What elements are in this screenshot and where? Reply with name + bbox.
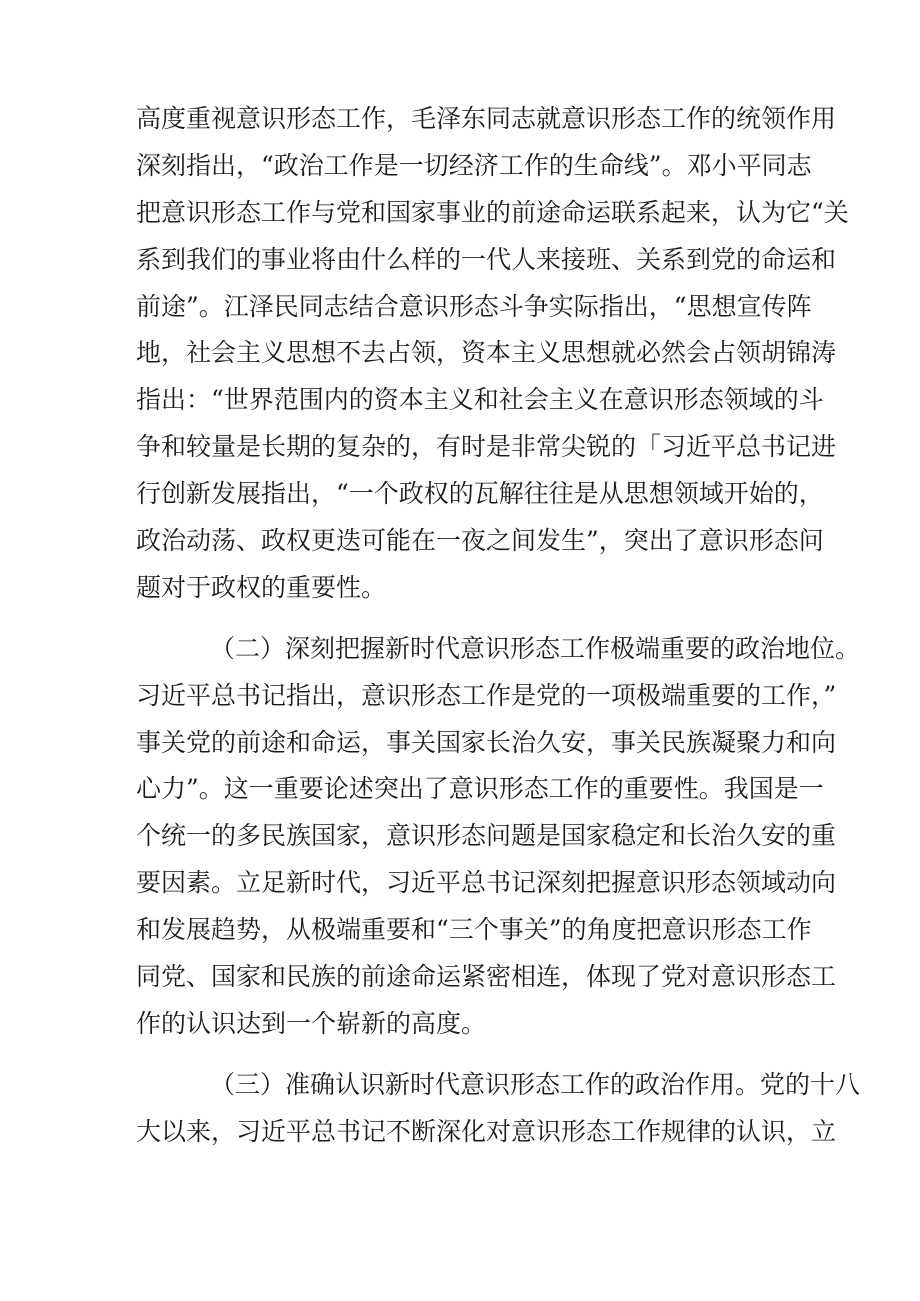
text-line: 争和较量是长期的复杂的，有时是非常尖锐的「习近平总书记进 [136,432,837,462]
paragraph-1 [136,96,849,612]
paragraph-gap [136,612,786,626]
text-line: 行创新发展指出，“一个政权的瓦解往往是从思想领域开始的， [136,479,824,509]
text-line: 作的认识达到一个崭新的高度。 [136,1008,487,1038]
text-line: 同党、国家和民族的前途命运紧密相连，体现了党对意识形态工 [136,962,837,992]
paragraph-2 [136,626,861,1048]
text-line: 个统一的多民族国家，意识形态问题是国家稳定和长治久安的重 [136,821,837,851]
text-line: 系到我们的事业将由什么样的一代人来接班、关系到党的命运和 [136,244,837,274]
text-line: 前途”。江泽民同志结合意识形态斗争实际指出，“思想宣传阵 [136,291,812,321]
text-line: 政治动荡、政权更迭可能在一夜之间发生”，突出了意识形态问 [136,526,824,556]
text-line: 高度重视意识形态工作，毛泽东同志就意识形态工作的统领作用 [136,104,837,133]
text-line: 深刻指出，“政治工作是一切经济工作的生命线”。邓小平同志 [136,150,812,180]
text-line: （二）深刻把握新时代意识形态工作极端重要的政治地位。 [210,633,861,663]
text-line: 心力”。这一重要论述突出了意识形态工作的重要性。我国是一 [136,774,824,804]
document-body [136,96,861,1156]
text-line: 题对于政权的重要性。 [136,572,387,602]
text-line: 事关党的前途和命运，事关国家长治久安，事关民族凝聚力和向 [136,727,837,757]
text-line: 地，社会主义思想不去占领，资本主义思想就必然会占领胡锦涛 [136,338,837,368]
text-line: 指出：“世界范围内的资本主义和社会主义在意识形态领域的斗 [136,385,824,415]
paragraph-3 [136,1062,861,1156]
text-line: 把意识形态工作与党和国家事业的前途命运联系起来，认为它“关 [136,197,849,227]
text-line: 和发展趋势，从极端重要和“三个事关”的角度把意识形态工作 [136,915,812,945]
text-line: 习近平总书记指出，意识形态工作是党的一项极端重要的工作，” [136,680,837,710]
text-line: 大以来，习近平总书记不断深化对意识形态工作规律的认识，立 [136,1116,837,1146]
text-line: （三）准确认识新时代意识形态工作的政治作用。党的十八 [210,1069,861,1099]
paragraph-gap [136,1048,786,1062]
text-line: 要因素。立足新时代，习近平总书记深刻把握意识形态领域动向 [136,868,837,898]
